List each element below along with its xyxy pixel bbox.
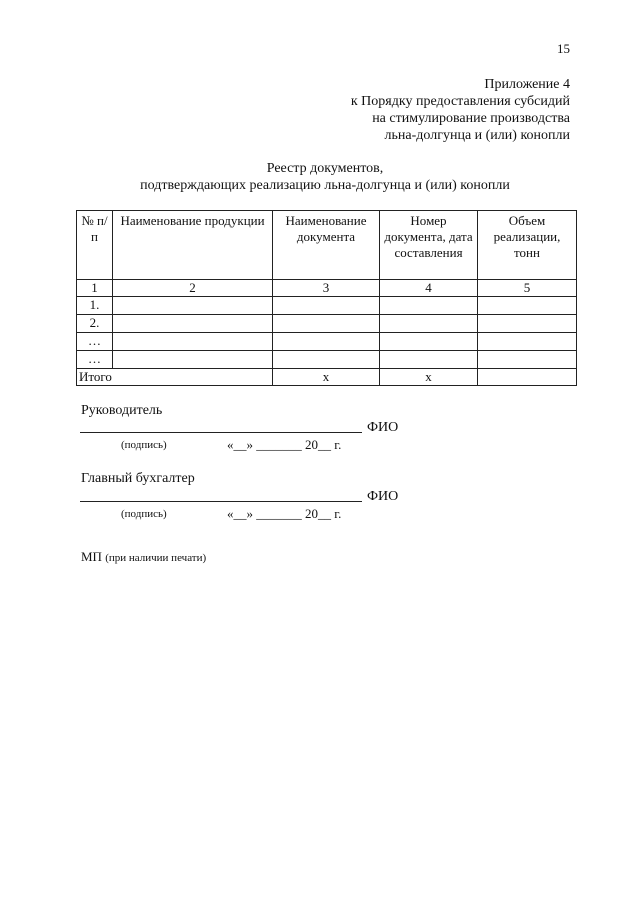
total-label: Итого (77, 369, 273, 386)
signature-title-director: Руководитель (81, 403, 163, 418)
document-title (70, 160, 580, 194)
header-cell: Номер документа, дата составления (380, 211, 478, 280)
table-row (77, 315, 577, 333)
fio-label: ФИО (367, 420, 399, 435)
table-cell (113, 351, 273, 369)
signature-caption: (подпись) (121, 439, 167, 451)
column-number: 1 (77, 280, 113, 297)
table-cell (380, 351, 478, 369)
fio-label: ФИО (367, 489, 399, 504)
row-number: 2. (77, 315, 113, 333)
signature-caption: (подпись) (121, 508, 167, 520)
stamp-caption: (при наличии печати) (105, 552, 207, 564)
column-number-row (77, 280, 577, 297)
total-cell (478, 369, 577, 386)
table-cell (113, 297, 273, 315)
column-number: 4 (380, 280, 478, 297)
header-line: к Порядку предоставления субсидий (350, 94, 570, 109)
row-number: … (77, 333, 113, 351)
total-row (77, 369, 577, 386)
header-line: льна-долгунца и (или) конопли (384, 128, 570, 143)
table-cell (113, 315, 273, 333)
stamp-note (81, 549, 206, 565)
header-cell: Наименование продукции (113, 211, 273, 280)
title-line: подтверждающих реализацию льна-долгунца и (или) конопли (140, 178, 510, 193)
header-cell: № п/п (77, 211, 113, 280)
table-cell (273, 351, 380, 369)
table-cell (478, 333, 577, 351)
table-cell (273, 297, 380, 315)
row-number: 1. (77, 297, 113, 315)
table-cell (478, 297, 577, 315)
page-number: 15 (557, 41, 570, 56)
appendix-header (351, 76, 570, 144)
header-cell: Объем реализации, тонн (478, 211, 577, 280)
table-cell (478, 315, 577, 333)
table-cell (380, 333, 478, 351)
total-cell: х (273, 369, 380, 386)
header-line: на стимулирование производства (372, 111, 570, 126)
header-cell: Наименование документа (273, 211, 380, 280)
title-line: Реестр документов, (266, 161, 384, 176)
table-cell (113, 333, 273, 351)
registry-table (76, 210, 577, 386)
table-row (77, 351, 577, 369)
table-cell (380, 315, 478, 333)
total-cell: х (380, 369, 478, 386)
signature-date: «__» _______ 20__ г. (227, 506, 342, 521)
stamp-label: МП (81, 549, 102, 564)
header-line: Приложение 4 (484, 77, 570, 92)
signature-title-accountant: Главный бухгалтер (81, 471, 195, 486)
column-number: 2 (113, 280, 273, 297)
row-number: … (77, 351, 113, 369)
signature-date: «__» _______ 20__ г. (227, 437, 342, 452)
table-cell (478, 351, 577, 369)
table-row (77, 297, 577, 315)
table-cell (273, 315, 380, 333)
table-cell (380, 297, 478, 315)
table-row (77, 333, 577, 351)
column-number: 5 (478, 280, 577, 297)
column-number: 3 (273, 280, 380, 297)
signature-line (80, 432, 362, 433)
table-cell (273, 333, 380, 351)
table-header-row (77, 211, 577, 280)
signature-line (80, 501, 362, 502)
